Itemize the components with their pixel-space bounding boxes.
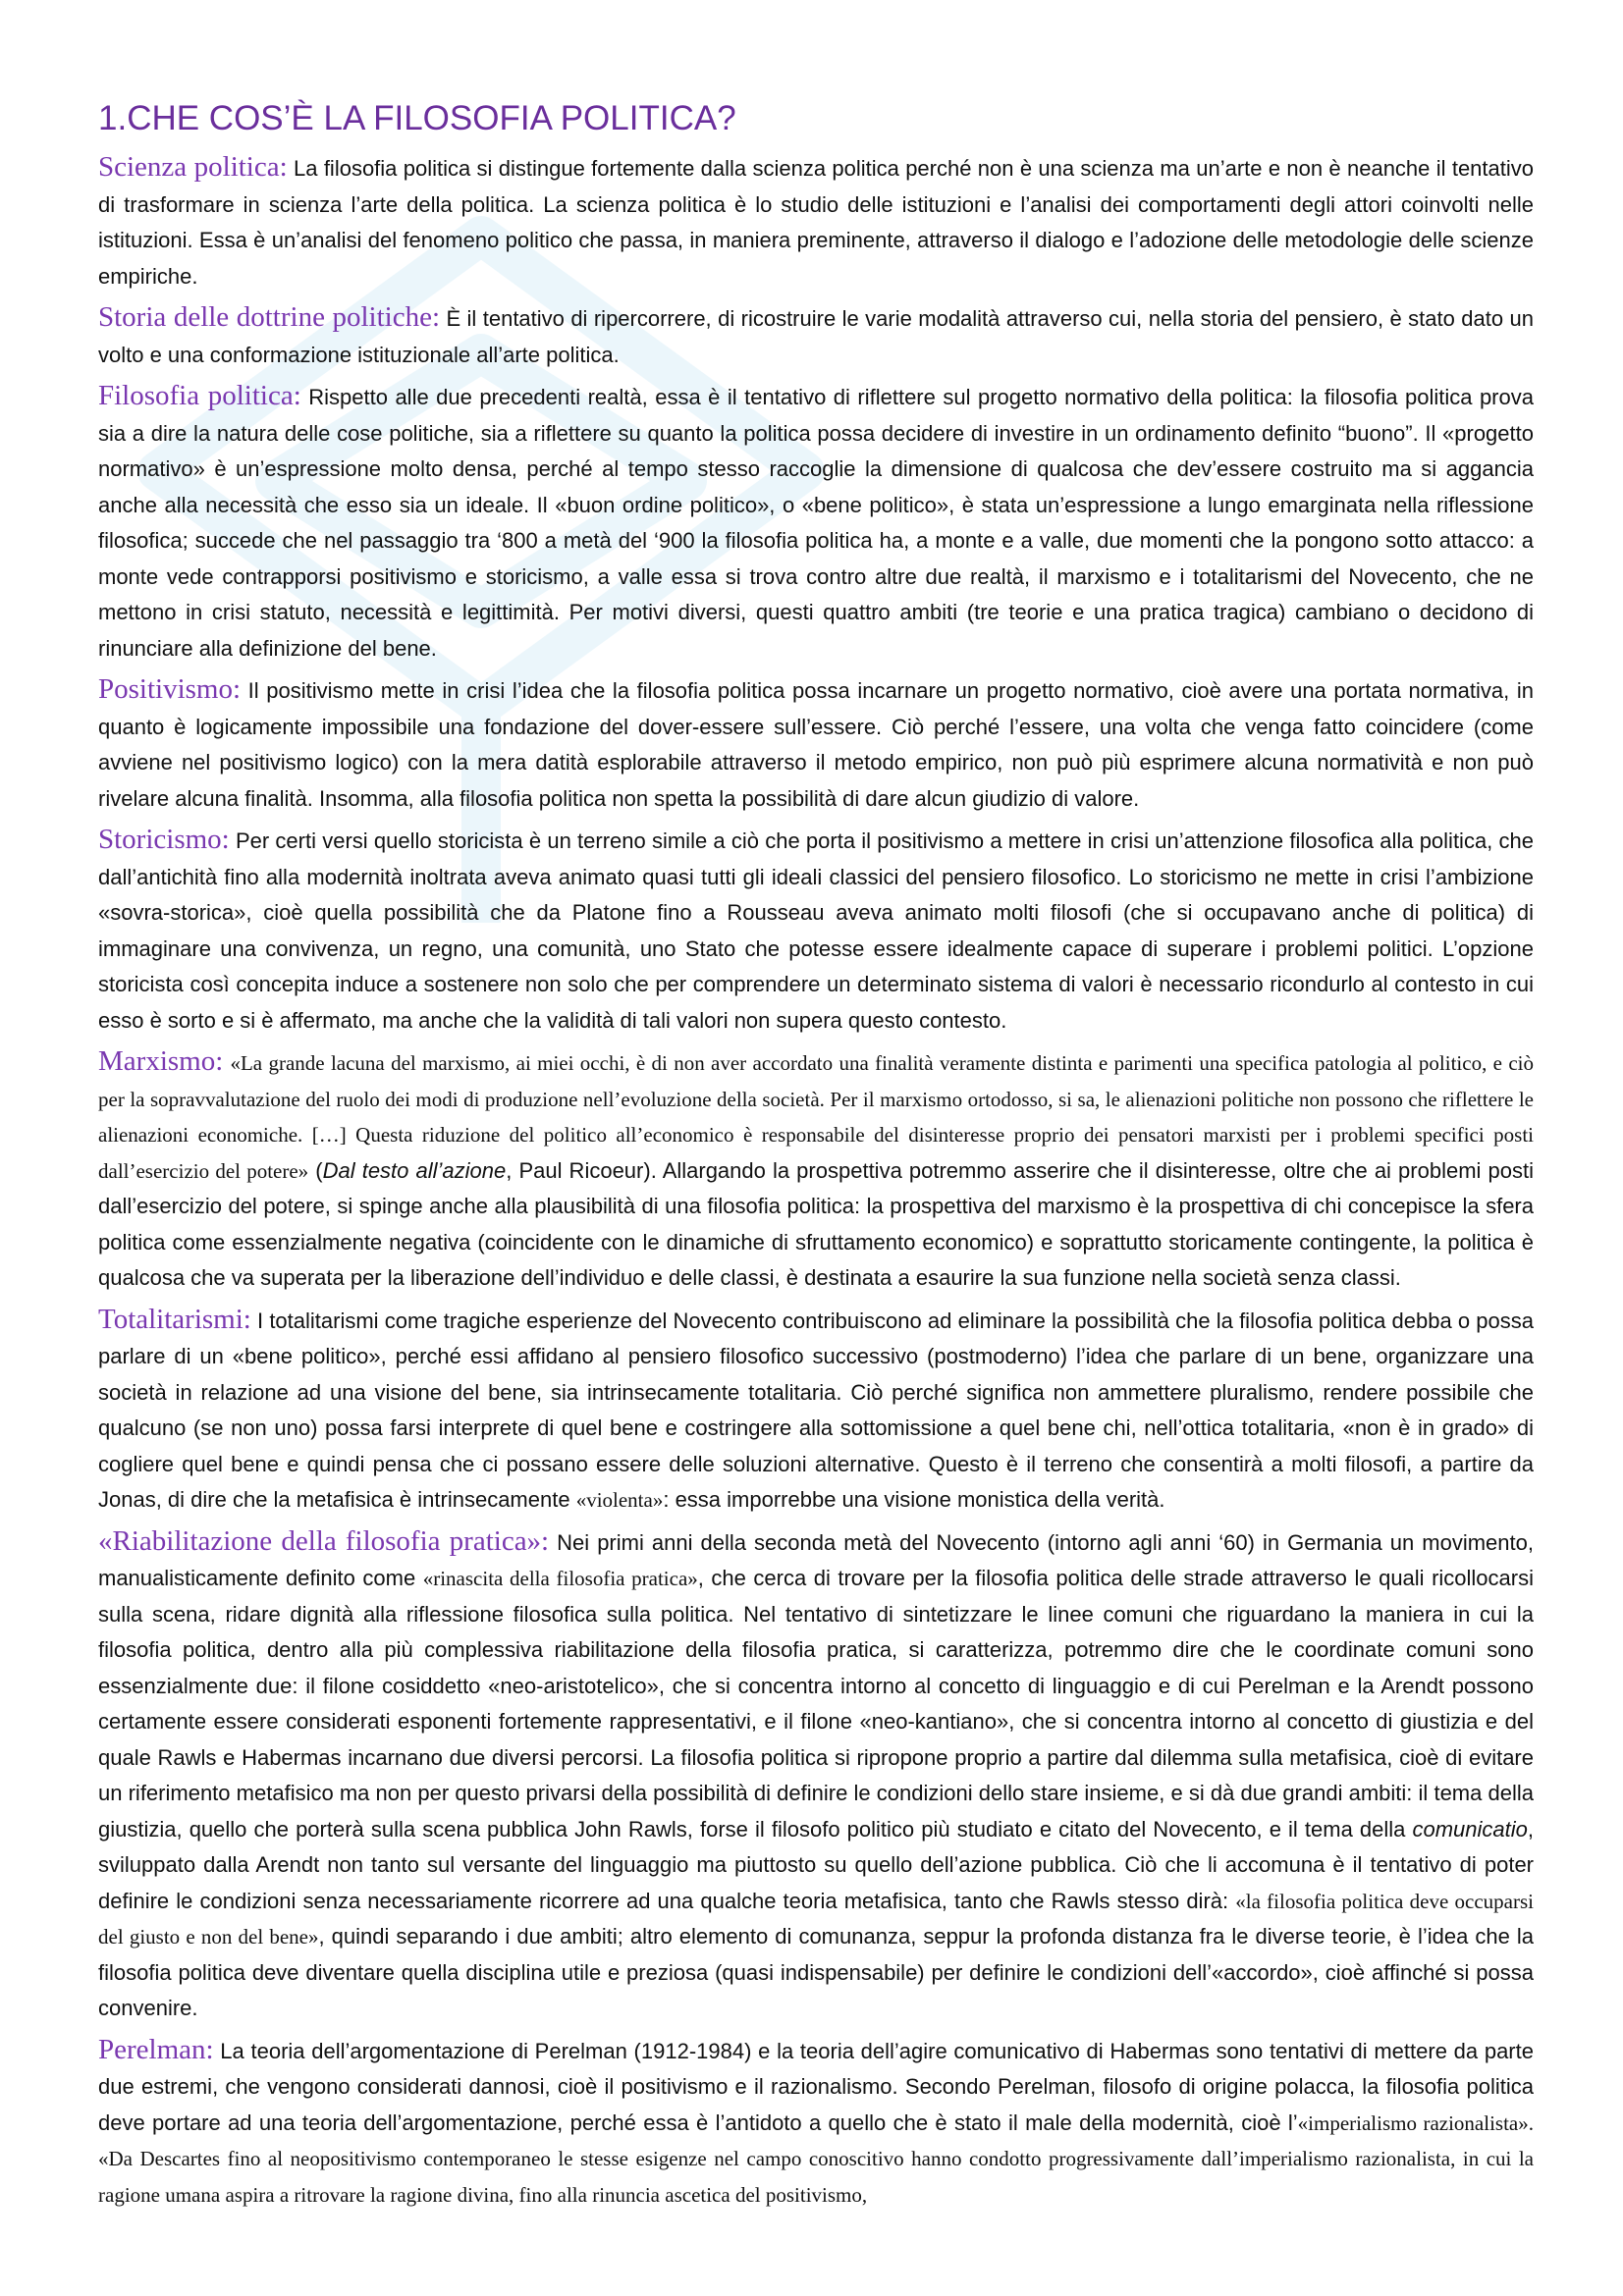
section-text: , quindi separando i due ambiti; altro elemento di comunanza, seppur la profonda distanza fra le diverse teorie, è l’idea che la filosofia politica deve diventare quella disciplina utile e preziosa (quasi indispensabile) per definire le condizioni dell’«accordo», cioè affinché si possa convenire.: [98, 1924, 1534, 2020]
italic-term: comunicatio: [1412, 1816, 1528, 1842]
section-filosofia-politica: [98, 378, 1534, 667]
section-heading: Totalitarismi:: [98, 1303, 251, 1335]
section-heading: «Riabilitazione della filosofia pratica»:: [98, 1524, 550, 1557]
section-heading: Filosofia politica:: [98, 380, 301, 411]
section-text: La teoria dell’argomentazione di Perelman (1912-1984) e la teoria dell’agire comunicativo di Habermas sono tentativi di mettere da parte due estremi, che vengono considerati dannosi, cioè il positivismo e il razionalismo. Secondo Perelman, filosofo di origine polacca, la filosofia politica deve portare ad una teoria dell’argomentazione, perché essa è l’antidoto a quello che è stato il male della modernità, cioè l’: [98, 2038, 1534, 2135]
section-text: È il tentativo di ripercorrere, di ricostruire le varie modalità attraverso cui, nella storia del pensiero, è stato dato un volto e una conformazione istituzionale all’arte politica.: [98, 306, 1534, 367]
section-storia-dottrine: [98, 299, 1534, 373]
rawls-quote: «la filosofia politica deve occuparsi del giusto e non del bene»: [98, 1889, 1534, 1949]
section-heading: Storicismo:: [98, 824, 230, 855]
section-text: La filosofia politica si distingue fortemente dalla scienza politica perché non è una scienza ma un’arte e non è neanche il tentativo di trasformare in scienza l’arte della politica. La scienza politica è lo studio delle istituzioni e l’analisi dei comportamenti degli attori coinvolti nelle istituzioni. Essa è un’analisi del fenomeno politico che passa, in maniera preminente, attraverso il dialogo e l’adozione delle metodologie delle scienze empiriche.: [98, 156, 1534, 289]
citation-close: , Paul Ricoeur).: [506, 1157, 657, 1183]
section-heading: Marxismo:: [98, 1045, 224, 1077]
ricoeur-quote: «La grande lacuna del marxismo, ai miei occhi, è di non aver accordato una finalità veramente distinta e parimenti una specifica patologia al politico, e ciò per la sopravvalutazione del ruolo dei modi di produzione nell’evoluzione della società. Per il marxismo ortodosso, si sa, le alienazioni politiche non possono che riflettere le alienazioni economiche. […] Questa riduzione del politico all’economico è responsabile del disinteresse proprio dei pensatori marxisti per i problemi specifici posti dall’esercizio del potere»: [98, 1051, 1534, 1183]
section-text: , sviluppato dalla Arendt non tanto sul versante del linguaggio ma piuttosto su quello dell’azione pubblica. Ciò che li accomuna è il tentativo di poter definire le condizioni senza necessariamente ricorrere ad una qualche teoria metafisica, tanto che Rawls stesso dirà:: [98, 1816, 1534, 1913]
quoted-term: «violenta»: [575, 1488, 664, 1512]
section-scienza-politica: [98, 149, 1534, 294]
section-positivismo: [98, 671, 1534, 817]
section-heading: Storia delle dottrine politiche:: [98, 301, 441, 333]
section-heading: Perelman:: [98, 2033, 214, 2065]
section-marxismo: [98, 1043, 1534, 1297]
section-text: Allargando la prospettiva potremmo asserire che il disinteresse, oltre che ai problemi posti dall’esercizio del potere, si spinge anche alla plausibilità di una filosofia politica: la prospettiva del marxismo è la prospettiva di chi concepisce la sfera politica come essenzialmente negativa (coincidente con le dinamiche di sfruttamento economico) e soprattutto storicamente contingente, la politica è qualcosa che va superata per la liberazione dell’individuo e delle classi, è destinata a esaurire la sua funzione nella società senza classi.: [98, 1157, 1534, 1290]
section-heading: Positivismo:: [98, 673, 242, 705]
section-riabilitazione: [98, 1523, 1534, 2027]
quoted-term: «rinascita della filosofia pratica»: [422, 1567, 698, 1590]
section-text: Nei primi anni della seconda metà del Novecento (intorno agli anni ‘60) in Germania un movimento, manualisticamente definito come: [98, 1529, 1534, 1590]
document-body: [98, 94, 1534, 2217]
section-text: Rispetto alle due precedenti realtà, essa è il tentativo di riflettere sul progetto normativo della politica: la filosofia politica prova sia a dire la natura delle cose politiche, sia a riflettere su quanto la politica possa decidere di investire in un ordinamento definito “buono”. Il «progetto normativo» è un’espressione molto densa, perché al tempo stesso raccoglie la dimensione di qualcosa che dev’essere costruito ma si aggancia anche alla necessità che esso sia un ideale. Il «buon ordine politico», o «bene politico», è stata un’espressione a lungo emarginata nella riflessione filosofica; succede che nel passaggio tra ‘800 a metà del ‘900 la filosofia politica ha, a monte e a valle, due momenti che la pongono sotto attacco: a monte vede contrapporsi positivismo e storicismo, a valle essa si trova contro altre due realtà, il marxismo e i totalitarismi del Novecento, che ne mettono in crisi statuto, necessità e legittimità. Per motivi diversi, questi quattro ambiti (tre teorie e una pratica tragica) cambiano o decidono di rinunciare alla definizione del bene.: [98, 385, 1534, 661]
section-text: Per certi versi quello storicista è un terreno simile a ciò che porta il positivismo a mettere in crisi un’attenzione filosofica alla politica, che dall’antichità fino alla modernità inoltrata aveva animato quasi tutti gli ideali classici del pensiero filosofico. Lo storicismo ne mette in crisi l’ambizione «sovra-storica», cioè quella possibilità che da Platone fino a Rousseau aveva animato molti filosofi (che si occupavano anche di politica) di immaginare una convivenza, un regno, una comunità, uno Stato che potesse essere idealmente capace di superare i problemi politici. L’opzione storicista così concepita induce a sostenere non solo che per comprendere un determinato sistema di valori è necessario ricondurlo al contesto in cui esso è sorto e si è affermato, ma anche che la validità di tali valori non supera questo contesto.: [98, 828, 1534, 1033]
section-text: I totalitarismi come tragiche esperienze del Novecento contribuiscono ad eliminare la possibilità che la filosofia politica debba o possa parlare di un «bene politico», perché essi affidano al pensiero filosofico successivo (postmoderno) l’idea che parlare di un bene, organizzare una società in relazione ad una visione del bene, sia intrinsecamente totalitaria. Ciò perché significa non ammettere pluralismo, rendere possibile che qualcuno (se non uno) possa farsi interprete di quel bene e costringere alla sottomissione a quel bene chi, nell’ottica totalitaria, «non è in grado» di cogliere quel bene e quindi pensa che ci possano essere delle soluzioni alternative. Questo è il terreno che consentirà a molti filosofi, a partire da Jonas, di dire che la metafisica è intrinsecamente: [98, 1308, 1534, 1512]
section-heading: Scienza politica:: [98, 151, 288, 183]
page-title: 1.CHE COS’È LA FILOSOFIA POLITICA?: [98, 99, 736, 137]
quoted-term: «imperialismo razionalista».: [1297, 2110, 1534, 2135]
section-storicismo: [98, 822, 1534, 1039]
citation-title: Dal testo all’azione: [322, 1157, 507, 1183]
perelman-quote: «Da Descartes fino al neopositivismo contemporaneo le stesse esigenze nel campo conoscitivo hanno condotto progressivamente dall’imperialismo razionalista, in cui la ragione umana aspira a ritrovare la ragione divina, fino alla rinuncia ascetica del positivismo,: [98, 2147, 1534, 2207]
section-perelman: [98, 2032, 1534, 2214]
citation-open: (: [308, 1157, 323, 1183]
section-text: Il positivismo mette in crisi l’idea che la filosofia politica possa incarnare un progetto normativo, cioè avere una portata normativa, in quanto è logicamente impossibile una fondazione del dover-essere sull’essere. Ciò perché l’essere, una volta che venga fatto coincidere (come avviene nel positivismo logico) con la mera datità esplorabile attraverso il metodo empirico, non può più esprimere alcuna normatività e non può rivelare alcuna finalità. Insomma, alla filosofia politica non spetta la possibilità di dare alcun giudizio di valore.: [98, 678, 1534, 811]
section-text: , che cerca di trovare per la filosofia politica delle strade attraverso le quali ricollocarsi sulla scena, ridare dignità alla riflessione filosofica sulla politica. Nel tentativo di sintetizzare le linee comuni che riguardano la maniera in cui la filosofia politica, dentro alla più complessiva riabilitazione della filosofia pratica, si caratterizza, potremmo dire che le coordinate comuni sono essenzialmente due: il filone cosiddetto «neo-aristotelico», che si concentra intorno al concetto di linguaggio e di cui Perelman e la Arendt possono certamente essere considerati esponenti fortemente rappresentativi, e il filone «neo-kantiano», che si concentra intorno al concetto di giustizia e del quale Rawls e Habermas incarnano due diversi percorsi. La filosofia politica si ripropone proprio a partire dal dilemma sulla metafisica, cioè di evitare un riferimento metafisico ma non per questo privarsi della possibilità di definire le condizioni dello stare insieme, e si dà due grandi ambiti: il tema della giustizia, quello che porterà sulla scena pubblica John Rawls, forse il filosofo politico più studiato e citato del Novecento, e il tema della: [98, 1566, 1534, 1842]
section-totalitarismi: [98, 1302, 1534, 1519]
section-text: : essa imporrebbe una visione monistica della verità.: [663, 1487, 1165, 1512]
